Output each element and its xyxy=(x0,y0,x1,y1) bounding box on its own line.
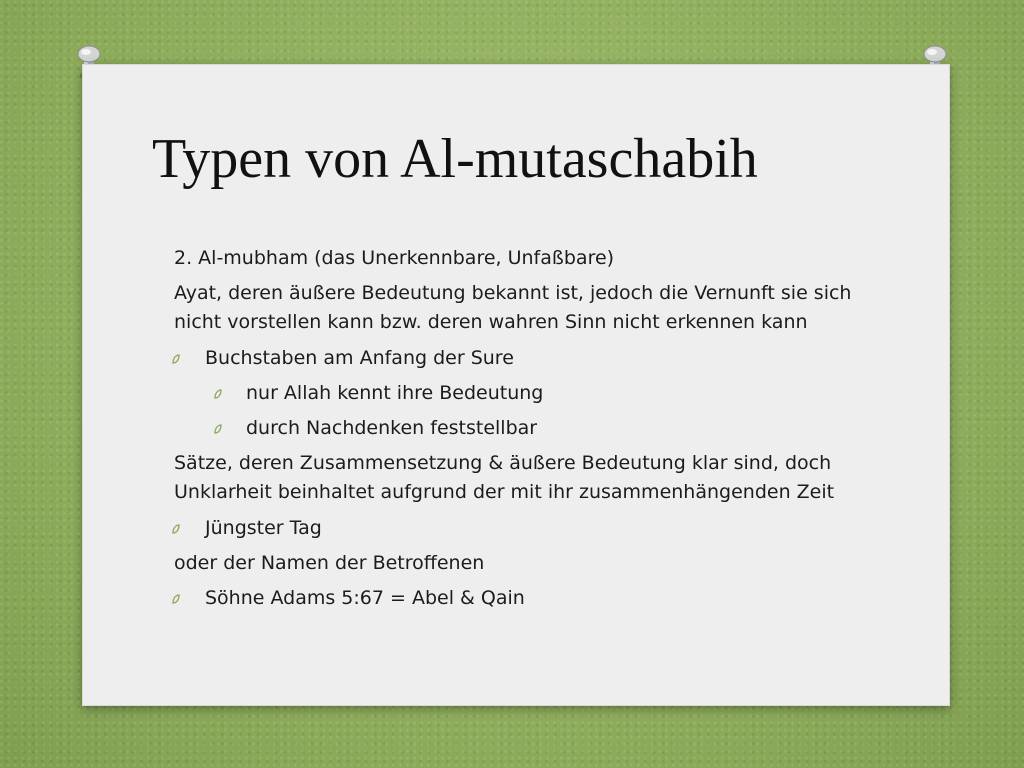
sub-bullet-item xyxy=(174,379,874,408)
slide-content xyxy=(174,244,874,619)
sub-bullet-text: durch Nachdenken feststellbar xyxy=(246,417,538,439)
bullet-text: Söhne Adams 5:67 = Abel & Qain xyxy=(205,587,525,609)
leaf-bullet-icon xyxy=(214,389,222,399)
leaf-bullet-icon xyxy=(172,354,180,364)
paragraph-sentences: Sätze, deren Zusammensetzung & äußere Bedeutung klar sind, doch Unklarheit beinhaltet aufgrund der mit ihr zusammenhängenden Zeit xyxy=(174,452,835,503)
bullet-text: Jüngster Tag xyxy=(205,517,322,539)
bullet-item xyxy=(174,584,874,613)
slide-title: Typen von Al-mutaschabih xyxy=(152,128,758,190)
bullet-item xyxy=(174,344,874,373)
leaf-bullet-icon xyxy=(172,524,180,534)
leaf-bullet-icon xyxy=(172,594,180,604)
paragraph-definition: Ayat, deren äußere Bedeutung bekannt ist, jedoch die Vernunft sie sich nicht vorstellen kann bzw. deren wahren Sinn nicht erkennen kann xyxy=(174,282,852,333)
paragraph-names: oder der Namen der Betroffenen xyxy=(174,552,485,574)
subheading: 2. Al-mubham (das Unerkennbare, Unfaßbare) xyxy=(174,247,615,269)
leaf-bullet-icon xyxy=(214,424,222,434)
sub-bullet-item xyxy=(174,414,874,443)
bullet-text: Buchstaben am Anfang der Sure xyxy=(205,347,514,369)
sub-bullet-text: nur Allah kennt ihre Bedeutung xyxy=(246,382,544,404)
bullet-item xyxy=(174,514,874,543)
